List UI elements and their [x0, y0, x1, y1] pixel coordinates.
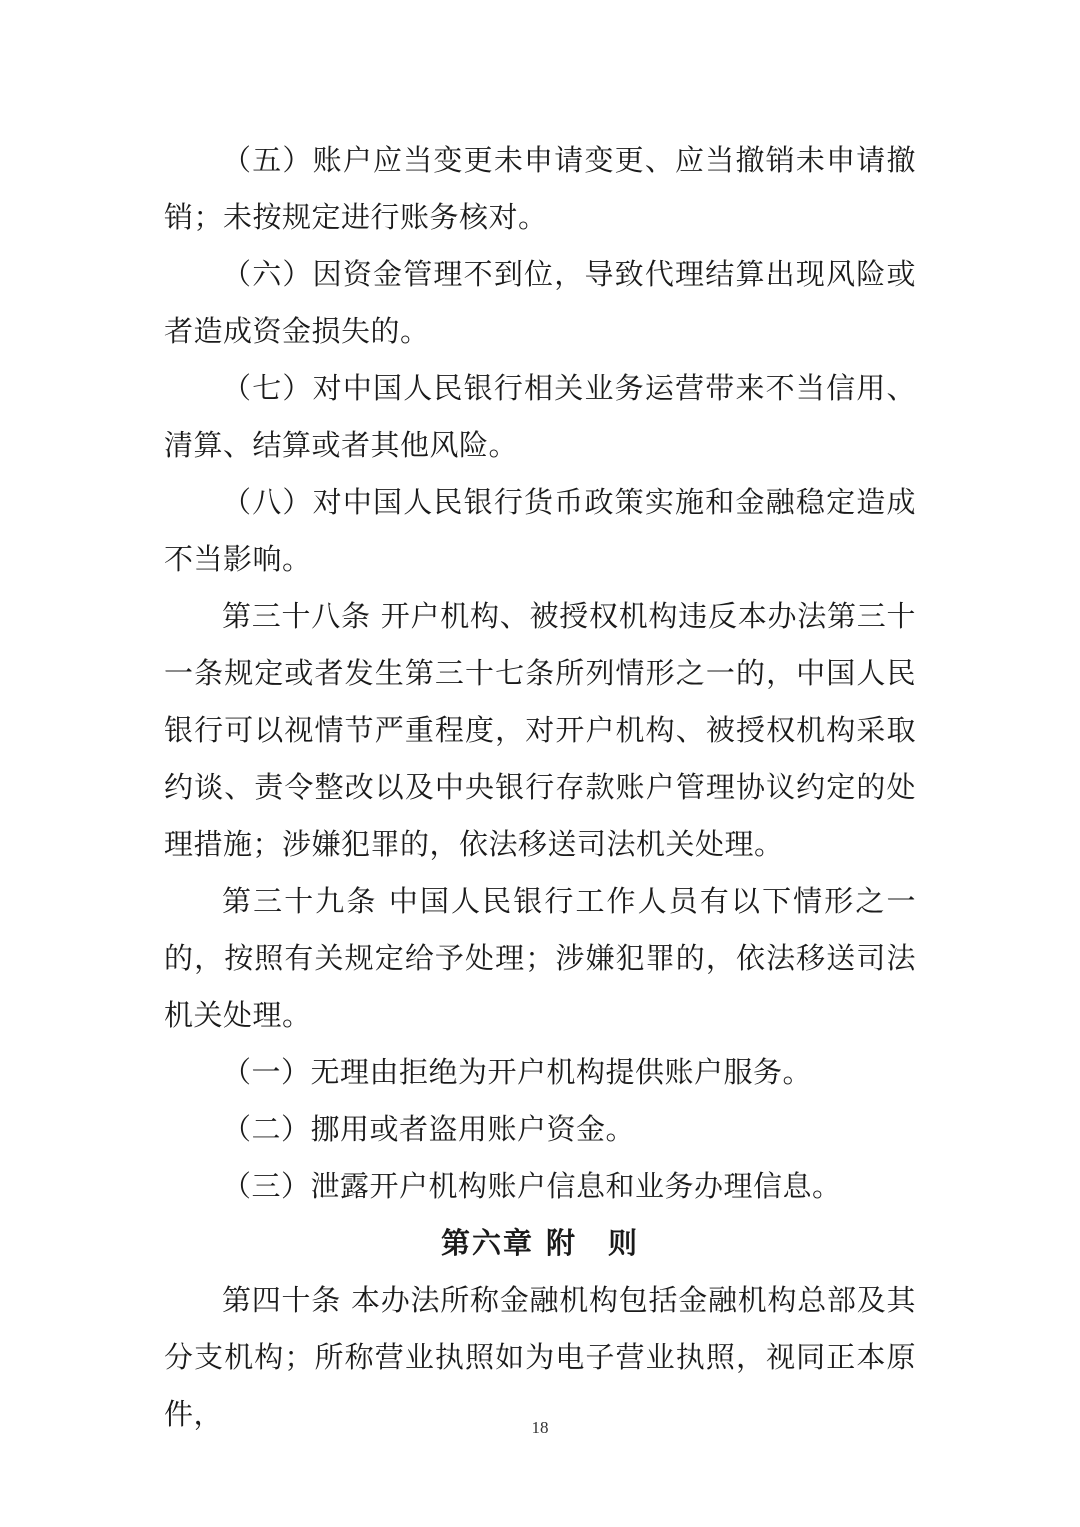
- page-number: 18: [531, 1418, 549, 1437]
- article-39: 第三十九条 中国人民银行工作人员有以下情形之一的，按照有关规定给予处理；涉嫌犯罪的，依法移送司法机关处理。: [164, 884, 916, 1032]
- paragraph-item-6: （六）因资金管理不到位，导致代理结算出现风险或者造成资金损失的。: [164, 257, 916, 348]
- paragraph-item-7: （七）对中国人民银行相关业务运营带来不当信用、清算、结算或者其他风险。: [164, 371, 916, 462]
- chapter-heading: 第六章 附 则: [440, 1226, 640, 1260]
- article-40: 第四十条 本办法所称金融机构包括金融机构总部及其分支机构；所称营业执照如为电子营业执照，视同正本原件，: [164, 1283, 916, 1431]
- article-39-item-3: （三）泄露开户机构账户信息和业务办理信息。: [222, 1169, 842, 1203]
- page-body: [164, 132, 916, 1443]
- article-39-item-1: （一）无理由拒绝为开户机构提供账户服务。: [222, 1055, 813, 1089]
- paragraph-item-5: （五）账户应当变更未申请变更、应当撤销未申请撤销；未按规定进行账务核对。: [164, 143, 916, 234]
- paragraph-item-8: （八）对中国人民银行货币政策实施和金融稳定造成不当影响。: [164, 485, 916, 576]
- article-39-item-2: （二）挪用或者盗用账户资金。: [222, 1112, 636, 1146]
- article-38: 第三十八条 开户机构、被授权机构违反本办法第三十一条规定或者发生第三十七条所列情形之一的，中国人民银行可以视情节严重程度，对开户机构、被授权机构采取约谈、责令整改以及中央银行存款账户管理协议约定的处理措施；涉嫌犯罪的，依法移送司法机关处理。: [164, 599, 916, 861]
